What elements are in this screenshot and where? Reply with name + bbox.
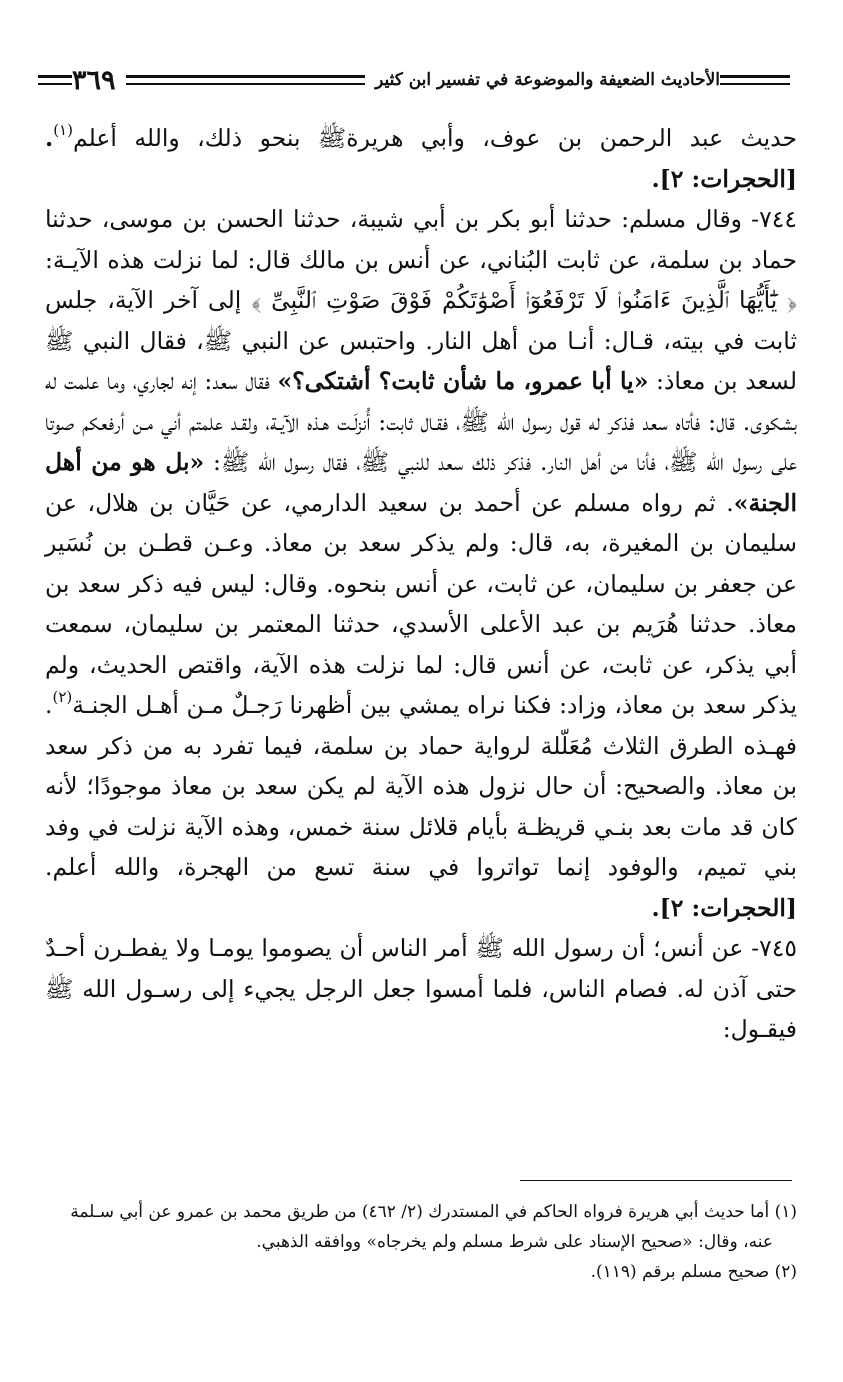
footnote-ref-1: (١) (53, 121, 73, 139)
footnote-1-line-2: عنه، وقال: «صحيح الإسناد على شرط مسلم ولم يخرجاه» ووافقه الذهبي. (256, 1232, 773, 1252)
p1-text-2: بنحو ذلك، والله أعلم (72, 124, 318, 152)
hadith-quote-1: «يا أبا عمرو، ما شأن ثابت؟ أشتكى؟» (277, 367, 649, 395)
footnote-1-continued (45, 1227, 797, 1257)
p2-text-2: إلى آخر الآية، جلس ثابت في بيته، قـال: أنـا من أهل النار. واحتبس عن النبي ﷺ، فقال النبي ﷺ لسعد بن معاذ: (45, 286, 797, 395)
p1-citation: . [الحجرات: ٢]. (45, 124, 797, 193)
p2-citation: [الحجرات: ٢]. (651, 893, 797, 922)
footnote-ref-2: (٢) (52, 688, 73, 706)
header-rule-right (720, 75, 790, 85)
p3-text-1: ٧٤٥- عن أنس؛ أن رسول الله ﷺ أمر الناس أن يصوموا يومـا ولا يفطـرن أحـدٌ حتى آذن له. فصام الناس، فلما أمسوا جعل الرجل يجيء إلى رسـول الله ﷺ فيقـول: (45, 934, 797, 1043)
page-number: ٣٦٩ (72, 64, 116, 96)
p2-text-3: فقال سعد: إنه لجاري، وما علمت له بشكوى. قال: فأتاه سعد فذكر له قول رسول الله ﷺ، فقـال ثابت: أُنزلَـت هـذه الآيـة، ولقـد علمتم أني مـن أرفعكم صوتا على رسول الله ﷺ، فأنا من أهل النار. فذكر ذلك سعد للنبي ﷺ، فقال رسول الله ﷺ: (45, 367, 797, 476)
header-title: الأحاديث الضعيفة والموضوعة في تفسير ابن كثير (375, 70, 720, 90)
header-rule-left (38, 75, 72, 85)
paragraph-744 (45, 199, 797, 928)
paragraph-745 (45, 928, 797, 1050)
footnote-1-line-1: (١) أما حديث أبي هريرة فرواه الحاكم في المستدرك (٢/ ٤٦٢) من طريق محمد بن عمرو عن أبي سـلمة (70, 1202, 797, 1222)
main-text (45, 118, 797, 1050)
p2-text-1: ٧٤٤- وقال مسلم: حدثنا أبو بكر بن أبي شيبة، حدثنا الحسن بن موسى، حدثنا حماد بن سلمة، عن ثابت البُناني، عن أنس بن مالك قال: لما نزلت هذه الآيـة: (45, 205, 797, 274)
salutation-glyph: ﷺ (317, 124, 347, 152)
quran-verse: ﴿ يَٰٓأَيُّهَا ٱلَّذِينَ ءَامَنُوا۟ لَا تَرْفَعُوٓا۟ أَصْوَٰتَكُمْ فَوْقَ صَوْتِ ٱلنَّبِىِّ ﴾ (251, 286, 797, 314)
footnote-divider (520, 1180, 792, 1181)
header-rule-middle (126, 75, 366, 85)
footnote-1 (45, 1197, 797, 1227)
footnote-2-text: (٢) صحيح مسلم برقم (١١٩). (590, 1262, 797, 1282)
footnote-2 (45, 1257, 797, 1287)
p2-text-5: . فهـذه الطرق الثلاث مُعَلّلة لرواية حماد بن سلمة، فيما تفرد به من ذكر سعد بن معاذ. والصحيح: أن حال نزول هذه الآية لم يكن سعد بن معاذ موجودًا؛ لأنه كان قد مات بعد بنـي قريظـة بأيام قلائل سنة خمس، وهذه الآية نزلت في وفد بني تميم، والوفود إنما تواتروا في سنة تسع من الهجرة، والله أعلم. (45, 691, 797, 881)
paragraph-1 (45, 118, 797, 199)
hadith-quote-2: «بل هو من أهل الجنة» (45, 448, 797, 517)
running-header (28, 62, 800, 98)
p1-text-1: حديث عبد الرحمن بن عوف، وأبي هريرة (346, 124, 797, 152)
footnotes (45, 1197, 797, 1287)
p2-text-4: . ثم رواه مسلم عن أحمد بن سعيد الدارمي، عن حَيَّان بن هلال، عن سليمان بن المغيرة، به، قال: ولم يذكر سعد بن معاذ. وعـن قطـن بن نُسَير عن جعفر بن سليمان، عن ثابت، عن أنس بنحوه. وقال: ليس فيه ذكر سعد بن معاذ. حدثنا هُرَيم بن عبد الأعلى الأسدي، حدثنا المعتمر بن سليمان، سمعت أبي يذكر، عن ثابت، عن أنس قال: لما نزلت هذه الآية، واقتص الحديث، ولم يذكر سعد بن معاذ، وزاد: فكنا نراه يمشي بين أظهرنا رَجـلٌ مـن أهـل الجنـة (45, 488, 797, 719)
